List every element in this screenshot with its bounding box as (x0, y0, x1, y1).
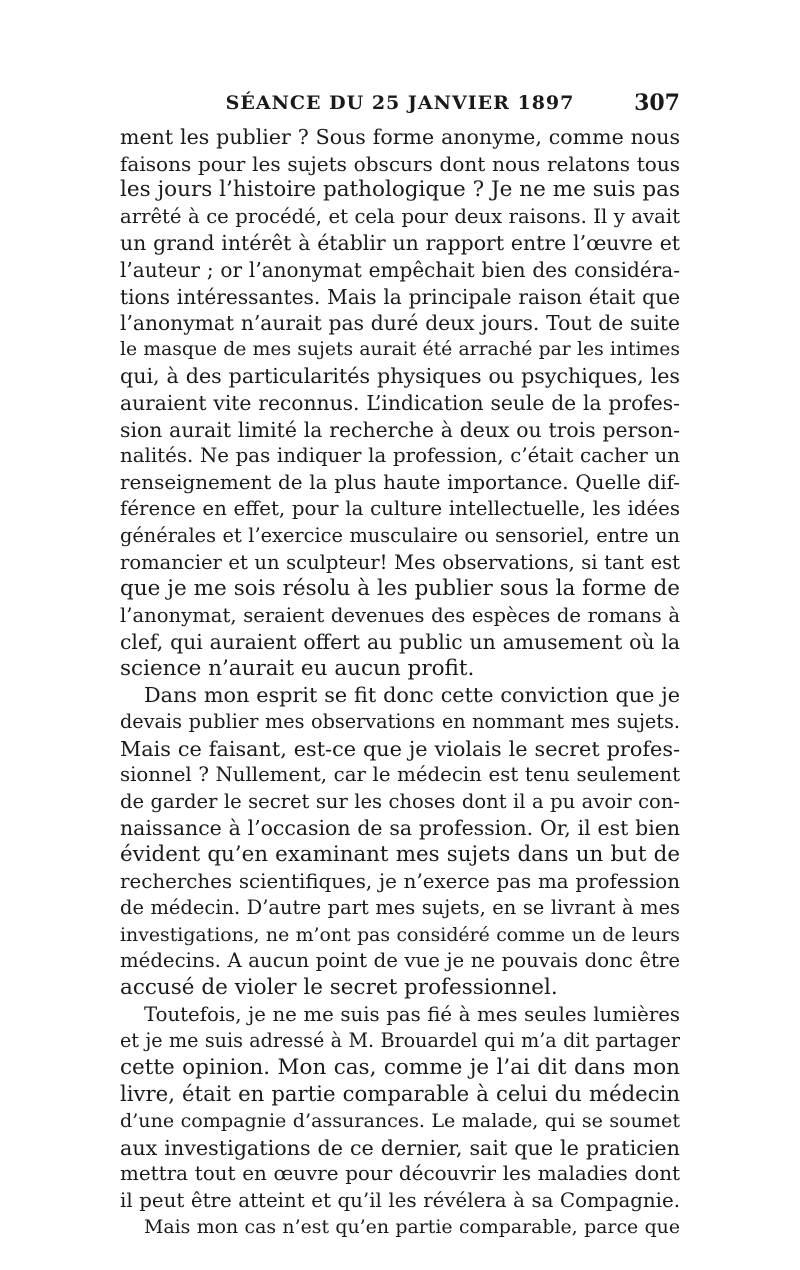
text-line: clef, qui auraient offert au public un amusement où la (120, 630, 680, 655)
text-line: les jours l’histoire pathologique ? Je ne me suis pas (120, 177, 680, 203)
text-line: générales et l’exercice musculaire ou sensoriel, entre un (120, 523, 680, 547)
text-line: l’auteur ; or l’anonymat empêchait bien des considéra- (120, 257, 680, 282)
text-line: l’anonymat, seraient devenues des espèces de romans à (120, 603, 680, 627)
text-line: aux investigations de ce dernier, sait que le praticien (120, 1135, 680, 1160)
text-line: qui, à des particularités physiques ou psychiques, les (120, 364, 680, 389)
text-line: Toutefois, je ne me suis pas fié à mes seules lumières (144, 1002, 680, 1026)
body-text (120, 124, 680, 1241)
text-line: auraient vite reconnus. L’indication seule de la profes- (120, 390, 680, 415)
text-line: science n’aurait eu aucun profit. (120, 655, 475, 681)
text-line: de médecin. D’autre part mes sujets, en se livrant à mes (120, 896, 680, 920)
text-line: sionnel ? Nullement, car le médecin est tenu seulement (120, 763, 680, 787)
text-line: Mais ce faisant, est-ce que je violais le secret profes- (120, 736, 680, 761)
text-line: le masque de mes sujets aurait été arraché par les intimes (120, 338, 680, 360)
text-line: férence en effet, pour la culture intellectuelle, les idées (120, 497, 680, 521)
text-line: Mais mon cas n’est qu’en partie comparable, parce que (144, 1216, 680, 1239)
text-line: devais publier mes observations en nommant mes sujets. (120, 710, 680, 734)
text-line: l’anonymat n’aurait pas duré deux jours. Tout de suite (120, 311, 680, 336)
text-line: sion aurait limité la recherche à deux ou trois person- (120, 417, 680, 442)
text-line: ment les publier ? Sous forme anonyme, comme nous (120, 125, 680, 149)
text-line: d’une compagnie d’assurances. Le malade, qui se soumet (120, 1109, 680, 1132)
text-line: recherches scientifiques, je n’exerce pas ma profession (120, 869, 680, 893)
text-line: investigations, ne m’ont pas considéré comme un de leurs (120, 923, 680, 946)
text-line: Dans mon esprit se fit donc cette conviction que je (144, 683, 680, 708)
text-line: accusé de violer le secret professionnel. (120, 975, 558, 1000)
text-line: un grand intérêt à établir un rapport entre l’œuvre et (120, 231, 680, 256)
text-line: médecins. A aucun point de vue je ne pouvais donc être (120, 949, 680, 973)
text-line: il peut être atteint et qu’il les révélera à sa Compagnie. (120, 1188, 680, 1212)
running-head (120, 90, 680, 120)
text-line: tions intéressantes. Mais la principale raison était que (120, 284, 680, 309)
text-line: évident qu’en examinant mes sujets dans un but de (120, 842, 680, 868)
running-title: SÉANCE DU 25 JANVIER 1897 (225, 92, 575, 114)
text-line: de garder le secret sur les choses dont il a pu avoir con- (120, 789, 680, 813)
text-line: et je me suis adressé à M. Brouardel qui m’a dit partager (120, 1029, 680, 1053)
text-line: arrêté à ce procédé, et cela pour deux raisons. Il y avait (120, 204, 680, 228)
text-line: nalités. Ne pas indiquer la profession, c’était cacher un (120, 444, 680, 468)
text-line: romancier et un sculpteur! Mes observations, si tant est (120, 550, 680, 574)
text-line: livre, était en partie comparable à celui du médecin (120, 1081, 680, 1107)
text-line: que je me sois résolu à les publier sous la forme de (120, 576, 680, 602)
page-number: 307 (634, 90, 680, 116)
text-line: faisons pour les sujets obscurs dont nous relatons tous (120, 151, 680, 176)
text-line: renseignement de la plus haute importance. Quelle dif- (120, 470, 680, 494)
text-line: cette opinion. Mon cas, comme je l’ai dit dans mon (120, 1054, 680, 1080)
text-line: mettra tout en œuvre pour découvrir les maladies dont (120, 1162, 680, 1186)
text-line: naissance à l’occasion de sa profession. Or, il est bien (120, 816, 680, 841)
